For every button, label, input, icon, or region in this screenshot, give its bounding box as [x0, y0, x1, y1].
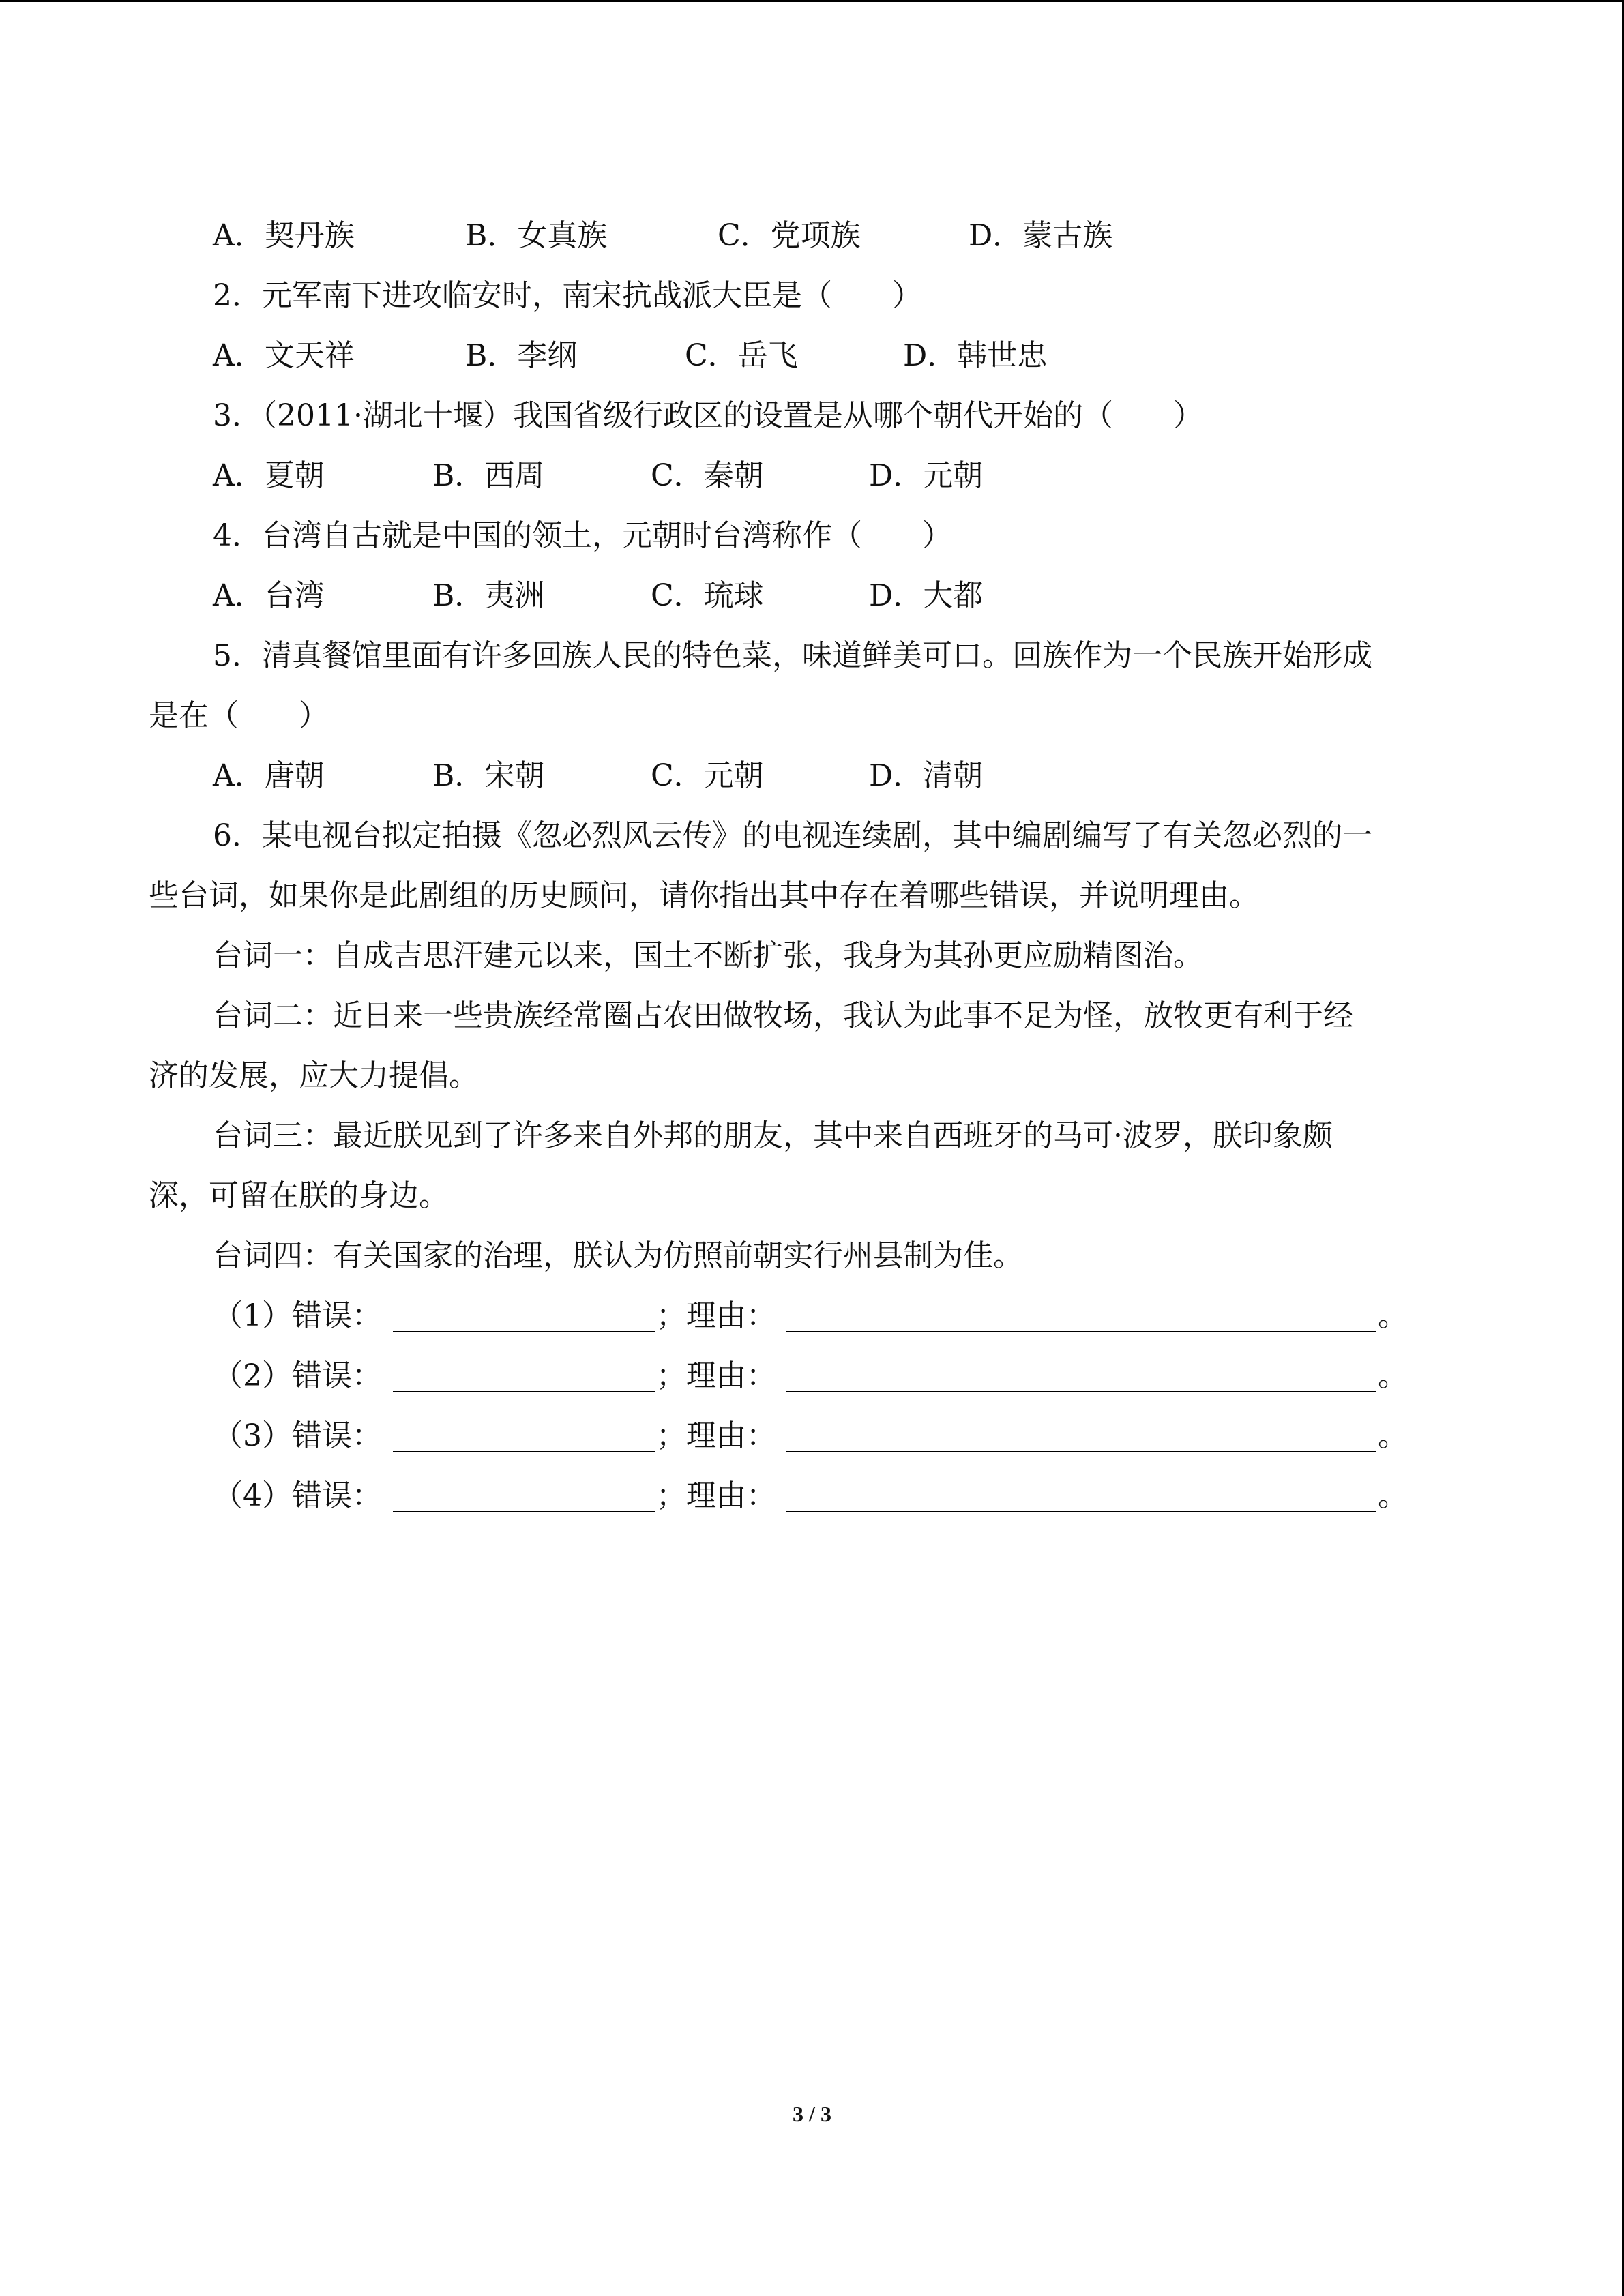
- question-6-stem-cont: 些台词，如果你是此剧组的历史顾问，请你指出其中存在着哪些错误，并说明理由。: [149, 878, 1259, 913]
- reason-blank[interactable]: [786, 1451, 1376, 1452]
- option-a: A．夏朝: [213, 458, 325, 493]
- error-blank[interactable]: [393, 1391, 655, 1392]
- option-d: D．大都: [869, 578, 984, 613]
- reason-label: ；理由：: [656, 1298, 776, 1333]
- answer-row-4: [0, 1476, 1624, 1517]
- option-d: D．韩世忠: [903, 338, 1048, 373]
- question-6-stem: 6．某电视台拟定拍摄《忽必烈风云传》的电视连续剧，其中编剧编写了有关忽必烈的一: [213, 818, 1372, 853]
- question-5-stem-cont: 是在（ ）: [149, 698, 329, 733]
- option-c: C．秦朝: [651, 458, 764, 493]
- reason-blank[interactable]: [786, 1511, 1376, 1512]
- question-2-stem: 2．元军南下进攻临安时，南宋抗战派大臣是（ ）: [213, 278, 922, 313]
- option-d: D．蒙古族: [969, 218, 1113, 253]
- answer-label: （2）错误：: [213, 1358, 382, 1393]
- error-blank[interactable]: [393, 1331, 655, 1332]
- option-c: C．岳飞: [685, 338, 798, 373]
- reason-label: ；理由：: [656, 1418, 776, 1453]
- reason-label: ；理由：: [656, 1358, 776, 1393]
- answer-row-1: [0, 1296, 1624, 1337]
- option-b: B．夷洲: [432, 578, 545, 613]
- period: 。: [1378, 1358, 1408, 1393]
- reason-blank[interactable]: [786, 1391, 1376, 1392]
- option-d: D．元朝: [869, 458, 984, 493]
- option-c: C．琉球: [651, 578, 764, 613]
- period: 。: [1378, 1418, 1408, 1453]
- question-5-stem: 5．清真餐馆里面有许多回族人民的特色菜，味道鲜美可口。回族作为一个民族开始形成: [213, 638, 1372, 673]
- question-4-stem: 4．台湾自古就是中国的领土，元朝时台湾称作（ ）: [213, 518, 952, 553]
- dialogue-line-4: 台词四：有关国家的治理，朕认为仿照前朝实行州县制为佳。: [213, 1238, 1023, 1273]
- option-d: D．清朝: [869, 758, 984, 793]
- option-a: A．唐朝: [213, 758, 325, 793]
- period: 。: [1378, 1298, 1408, 1333]
- answer-label: （3）错误：: [213, 1418, 382, 1453]
- error-blank[interactable]: [393, 1511, 655, 1512]
- option-c: C．党项族: [718, 218, 861, 253]
- reason-label: ；理由：: [656, 1478, 776, 1513]
- dialogue-line-3: 台词三：最近朕见到了许多来自外邦的朋友，其中来自西班牙的马可·波罗，朕印象颇: [213, 1118, 1333, 1153]
- dialogue-line-1: 台词一：自成吉思汗建元以来，国土不断扩张，我身为其孙更应励精图治。: [213, 938, 1203, 973]
- option-a: A．契丹族: [213, 218, 355, 253]
- option-a: A．台湾: [213, 578, 325, 613]
- option-b: B．宋朝: [432, 758, 545, 793]
- dialogue-line-3-cont: 深，可留在朕的身边。: [149, 1178, 449, 1213]
- error-blank[interactable]: [393, 1451, 655, 1452]
- option-c: C．元朝: [651, 758, 764, 793]
- answer-row-2: [0, 1356, 1624, 1397]
- question-3-stem: 3．（2011·湖北十堰）我国省级行政区的设置是从哪个朝代开始的（ ）: [213, 398, 1203, 433]
- reason-blank[interactable]: [786, 1331, 1376, 1332]
- answer-label: （1）错误：: [213, 1298, 382, 1333]
- option-a: A．文天祥: [213, 338, 355, 373]
- period: 。: [1378, 1478, 1408, 1513]
- page-number: 3 / 3: [793, 2102, 831, 2126]
- option-b: B．西周: [432, 458, 545, 493]
- dialogue-line-2: 台词二：近日来一些贵族经常圈占农田做牧场，我认为此事不足为怪，放牧更有利于经: [213, 998, 1353, 1033]
- option-b: B．李纲: [465, 338, 578, 373]
- option-b: B．女真族: [465, 218, 608, 253]
- answer-row-3: [0, 1416, 1624, 1457]
- dialogue-line-2-cont: 济的发展，应大力提倡。: [149, 1058, 479, 1093]
- answer-label: （4）错误：: [213, 1478, 382, 1513]
